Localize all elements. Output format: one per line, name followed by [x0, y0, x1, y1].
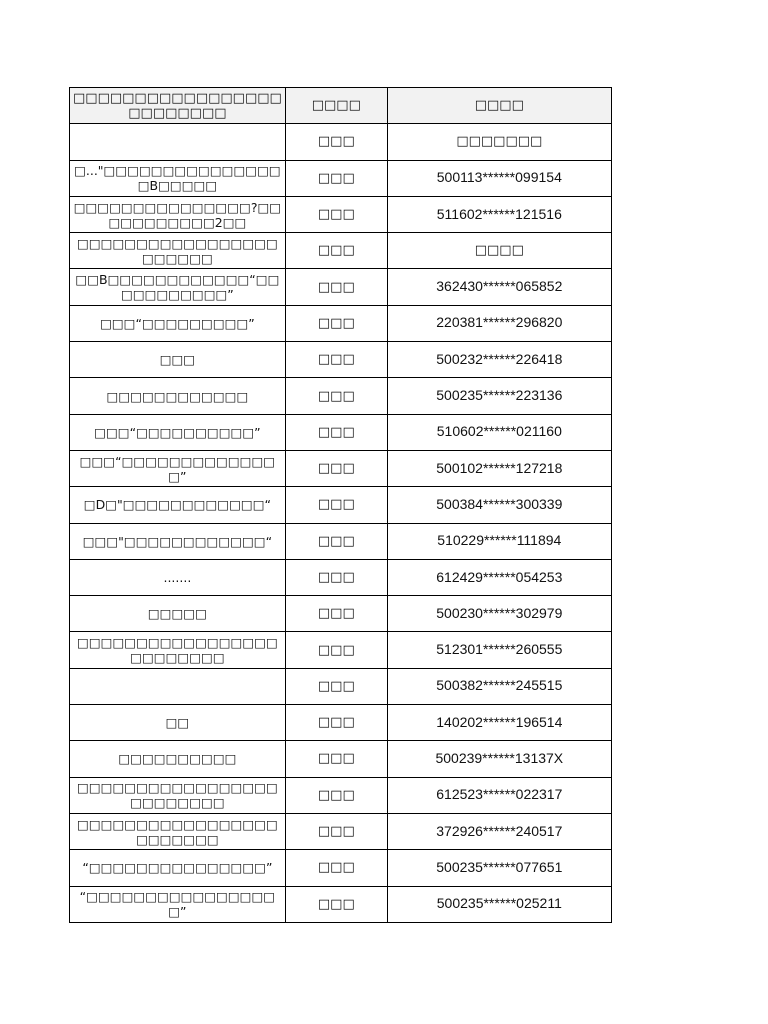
id-number: 140202******196514 [436, 713, 563, 730]
cell-col2 [285, 632, 387, 668]
cell-col2 [285, 414, 387, 450]
cell-text: □□□ [317, 860, 355, 876]
cell-col2 [285, 777, 387, 813]
cell-col2 [285, 269, 387, 305]
id-number: 510602******021160 [436, 423, 562, 440]
id-number: 512301******260555 [436, 641, 563, 658]
table-row [70, 342, 612, 378]
cell-text: □..."□□□□□□□□□□□□□□□□B□□□□□ [74, 163, 281, 194]
id-number: 372926******240517 [436, 822, 563, 839]
id-number: 511602******121516 [436, 205, 562, 222]
cell-col2 [285, 124, 387, 160]
cell-text: □□□□□□□ [456, 134, 543, 150]
cell-col1 [70, 559, 286, 595]
id-number: 500232******226418 [436, 350, 563, 367]
cell-text: □□□□□□□□□□□□□□□□□□□□□□□□ [77, 816, 278, 847]
cell-col2 [285, 523, 387, 559]
cell-col2 [285, 487, 387, 523]
cell-col1 [70, 305, 286, 341]
cell-text: □□□ [317, 497, 355, 513]
cell-col1 [70, 124, 286, 160]
cell-col2 [285, 850, 387, 886]
cell-col2 [285, 196, 387, 232]
cell-text: □□□ [317, 678, 355, 694]
cell-col1 [70, 850, 286, 886]
cell-col2 [285, 160, 387, 196]
cell-col2 [285, 305, 387, 341]
table-row [70, 523, 612, 559]
cell-col1 [70, 450, 286, 486]
cell-text: □□□“□□□□□□□□□□□□□□” [79, 453, 276, 484]
cell-text: □□□□□□□□□□□□ [106, 388, 249, 404]
id-number: 362430******065852 [436, 278, 563, 295]
cell-col3 [387, 160, 611, 196]
cell-text: □□□ [317, 352, 355, 368]
cell-text: □□□ [317, 642, 355, 658]
cell-col1 [70, 596, 286, 632]
id-number: 500382******245515 [436, 677, 563, 694]
cell-col3 [387, 124, 611, 160]
data-table [69, 87, 612, 923]
cell-col3 [387, 596, 611, 632]
cell-col2 [285, 233, 387, 269]
table-row [70, 450, 612, 486]
cell-text: ....... [163, 570, 192, 585]
id-number: 510229******111894 [437, 532, 562, 549]
table-row [70, 124, 612, 160]
cell-text: □□□“□□□□□□□□□□” [94, 424, 261, 440]
cell-col3 [387, 378, 611, 414]
cell-col1 [70, 342, 286, 378]
id-number: 500102******127218 [436, 459, 563, 476]
cell-col3 [387, 632, 611, 668]
cell-text: □□□ [317, 606, 355, 622]
cell-text: □□□ [317, 207, 355, 223]
cell-col2 [285, 559, 387, 595]
cell-text: □D□"□□□□□□□□□□□□“ [83, 497, 271, 513]
cell-col3 [387, 741, 611, 777]
cell-col1 [70, 233, 286, 269]
cell-col1 [70, 487, 286, 523]
cell-col3 [387, 196, 611, 232]
table-row [70, 487, 612, 523]
header-cell-3 [387, 88, 611, 124]
header-text-3: □□□□ [474, 98, 524, 114]
table-row [70, 741, 612, 777]
id-number: 220381******296820 [436, 314, 563, 331]
cell-col1 [70, 777, 286, 813]
table-row [70, 777, 612, 813]
header-row [70, 88, 612, 124]
id-number: 500235******077651 [436, 858, 563, 875]
cell-col1 [70, 523, 286, 559]
cell-col1 [70, 886, 286, 922]
header-text-1: □□□□□□□□□□□□□□□□□ □□□□□□□□ [73, 90, 282, 121]
table-row [70, 850, 612, 886]
id-number: 500384******300339 [436, 495, 563, 512]
table-row [70, 886, 612, 922]
cell-text: “□□□□□□□□□□□□□□□” [82, 860, 273, 876]
cell-text: □□□ [317, 715, 355, 731]
cell-text: □□□ [317, 424, 355, 440]
table-row [70, 378, 612, 414]
cell-col3 [387, 813, 611, 849]
cell-col2 [285, 378, 387, 414]
cell-col3 [387, 342, 611, 378]
cell-col1 [70, 196, 286, 232]
cell-text: □□□ [317, 570, 355, 585]
table-row [70, 559, 612, 595]
cell-col2 [285, 813, 387, 849]
id-number: 500230******302979 [436, 604, 563, 621]
header-cell-2 [285, 88, 387, 124]
cell-text: □□□ [317, 751, 355, 767]
cell-text: □□□ [317, 461, 355, 477]
cell-col3 [387, 559, 611, 595]
cell-text: □□□ [159, 352, 196, 368]
table-row [70, 160, 612, 196]
cell-text: □□ [165, 715, 190, 731]
cell-text: □□□"□□□□□□□□□□□□“ [82, 533, 273, 549]
cell-col3 [387, 777, 611, 813]
cell-col3 [387, 487, 611, 523]
id-number: 612429******054253 [436, 568, 563, 585]
header-cell-1 [70, 88, 286, 124]
cell-col2 [285, 741, 387, 777]
header-text-2: □□□□ [311, 98, 361, 114]
cell-col3 [387, 269, 611, 305]
cell-text: □□□□□ [147, 606, 207, 622]
cell-col3 [387, 414, 611, 450]
cell-col1 [70, 813, 286, 849]
cell-col1 [70, 160, 286, 196]
id-number: 500113******099154 [436, 169, 562, 186]
cell-col3 [387, 668, 611, 704]
table-row [70, 269, 612, 305]
id-number: 500235******223136 [436, 387, 563, 404]
table-row [70, 233, 612, 269]
id-number: 612523******022317 [436, 786, 563, 803]
cell-col1 [70, 668, 286, 704]
id-number: 500235******025211 [436, 895, 562, 912]
table-row [70, 305, 612, 341]
cell-text: □□B□□□□□□□□□□□□“□□□□□□□□□□□” [75, 272, 280, 303]
cell-col3 [387, 233, 611, 269]
cell-col1 [70, 705, 286, 741]
cell-col1 [70, 632, 286, 668]
table-row [70, 414, 612, 450]
table-row [70, 668, 612, 704]
cell-text: □□□ [317, 315, 355, 331]
table-row [70, 705, 612, 741]
cell-col3 [387, 305, 611, 341]
cell-col2 [285, 668, 387, 704]
cell-text: □□□□□□□□□□□□□□□?□□□□□□□□□□□2□□ [73, 199, 282, 230]
cell-col2 [285, 596, 387, 632]
table-row [70, 596, 612, 632]
cell-text: □□□ [317, 279, 355, 295]
cell-col3 [387, 450, 611, 486]
table-row [70, 196, 612, 232]
cell-text: □□□ [317, 134, 355, 150]
cell-col3 [387, 886, 611, 922]
cell-col2 [285, 705, 387, 741]
cell-text: □□□“□□□□□□□□□” [100, 315, 255, 331]
cell-col1 [70, 414, 286, 450]
cell-col3 [387, 850, 611, 886]
cell-text: “□□□□□□□□□□□□□□□□□” [79, 889, 276, 920]
cell-text: □□□ [317, 787, 355, 803]
cell-col2 [285, 450, 387, 486]
table-row [70, 632, 612, 668]
cell-text: □□□□ [474, 243, 524, 259]
cell-text: □□□ [317, 824, 355, 840]
cell-text: □□□□□□□□□□ [118, 751, 237, 767]
cell-text: □□□□□□□□□□□□□□□□□□□□□□□ [77, 235, 278, 266]
table-row [70, 813, 612, 849]
cell-text: □□□ [317, 896, 355, 912]
cell-col1 [70, 378, 286, 414]
cell-col1 [70, 269, 286, 305]
id-number: 500239******13137X [435, 749, 564, 766]
cell-col3 [387, 523, 611, 559]
cell-col2 [285, 886, 387, 922]
cell-text: □□□ [317, 170, 355, 186]
cell-text: □□□□□□□□□□□□□□□□□□□□□□□□□ [77, 635, 278, 666]
cell-text: □□□□□□□□□□□□□□□□□□□□□□□□□ [77, 780, 278, 811]
cell-text: □□□ [317, 388, 355, 404]
cell-col3 [387, 705, 611, 741]
cell-text: □□□ [317, 243, 355, 259]
cell-col2 [285, 342, 387, 378]
spreadsheet-page [69, 87, 612, 923]
cell-text: □□□ [317, 533, 355, 549]
cell-col1 [70, 741, 286, 777]
